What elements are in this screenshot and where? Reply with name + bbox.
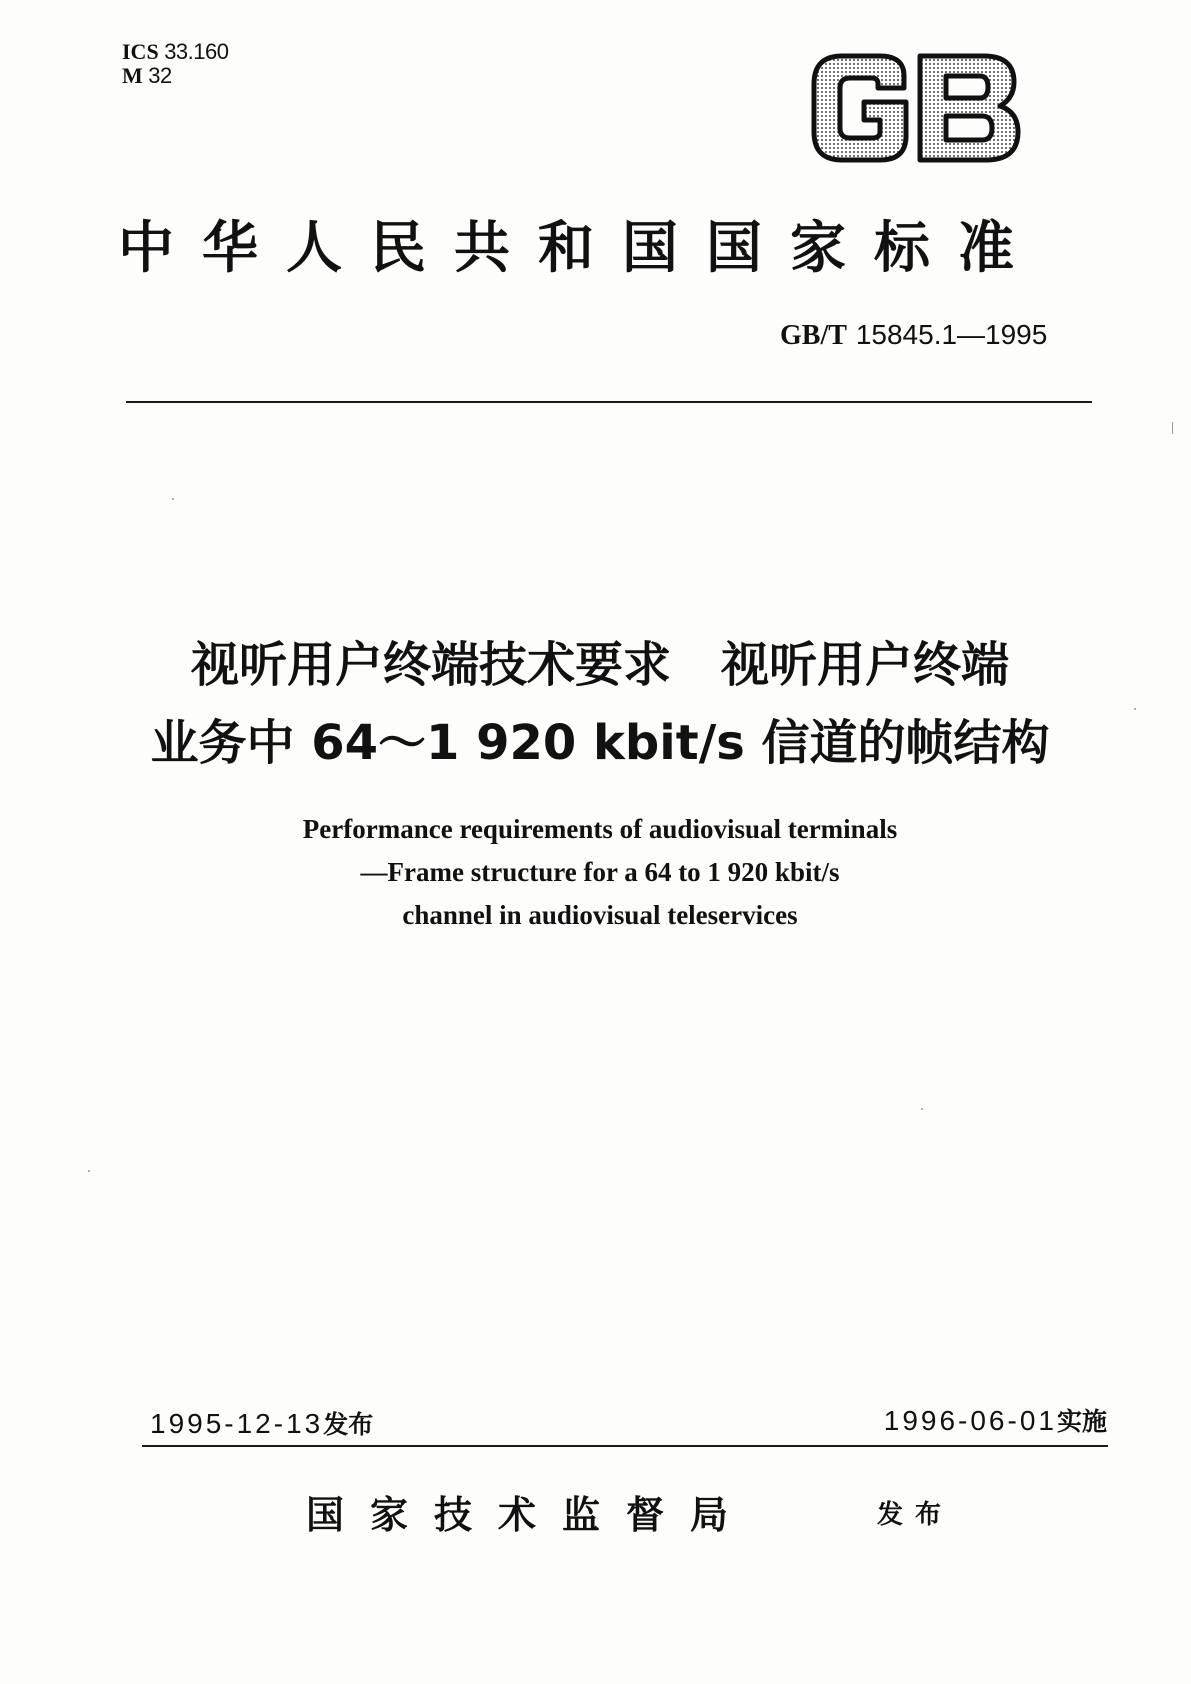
ccs-code: 32 xyxy=(148,63,172,88)
scan-speck xyxy=(921,1108,923,1110)
standard-number-prefix: GB/T xyxy=(780,320,847,351)
publisher-name: 国家技术监督局 xyxy=(306,1492,755,1537)
footer-divider xyxy=(142,1445,1108,1447)
classification-codes xyxy=(122,40,228,88)
issue-date-value: 1995-12-13 xyxy=(150,1408,324,1439)
ccs-code-row xyxy=(122,64,228,88)
chinese-title-line-1-part-1: 视听用户终端技术要求 xyxy=(190,637,671,693)
chinese-title-line-2: 业务中 64～1 920 kbit/s 信道的帧结构 xyxy=(150,715,1050,771)
english-title-line-3: channel in audiovisual teleservices xyxy=(402,900,798,930)
standard-title: 中华人民共和国国家标准 xyxy=(118,215,1042,281)
publisher-action: 发布 xyxy=(877,1500,954,1530)
ics-code: 33.160 xyxy=(164,39,229,64)
chinese-title-line-1 xyxy=(100,626,1100,704)
gb-logo xyxy=(808,50,1024,166)
issue-date xyxy=(150,1407,373,1442)
scan-speck xyxy=(172,498,174,500)
chinese-title-line-1-part-2: 视听用户终端 xyxy=(721,637,1010,693)
header-divider xyxy=(126,401,1092,403)
issue-date-label: 发布 xyxy=(323,1410,374,1439)
standard-number xyxy=(780,318,1047,353)
scan-speck xyxy=(1134,708,1136,710)
ics-code-row xyxy=(122,40,228,64)
english-document-title xyxy=(150,808,1050,937)
standard-number-value: 15845.1—1995 xyxy=(855,319,1048,350)
ccs-label: M xyxy=(122,63,143,88)
scan-speck xyxy=(88,1170,90,1172)
ics-label: ICS xyxy=(122,39,159,64)
chinese-document-title xyxy=(100,626,1100,782)
english-title-line-1: Performance requirements of audiovisual terminals xyxy=(302,814,898,844)
implementation-date-label: 实施 xyxy=(1056,1407,1107,1436)
implementation-date xyxy=(884,1404,1107,1439)
english-title-line-2: —Frame structure for a 64 to 1 920 kbit/s xyxy=(360,857,840,887)
implementation-date-value: 1996-06-01 xyxy=(883,1405,1057,1436)
scan-speck xyxy=(1172,422,1173,434)
